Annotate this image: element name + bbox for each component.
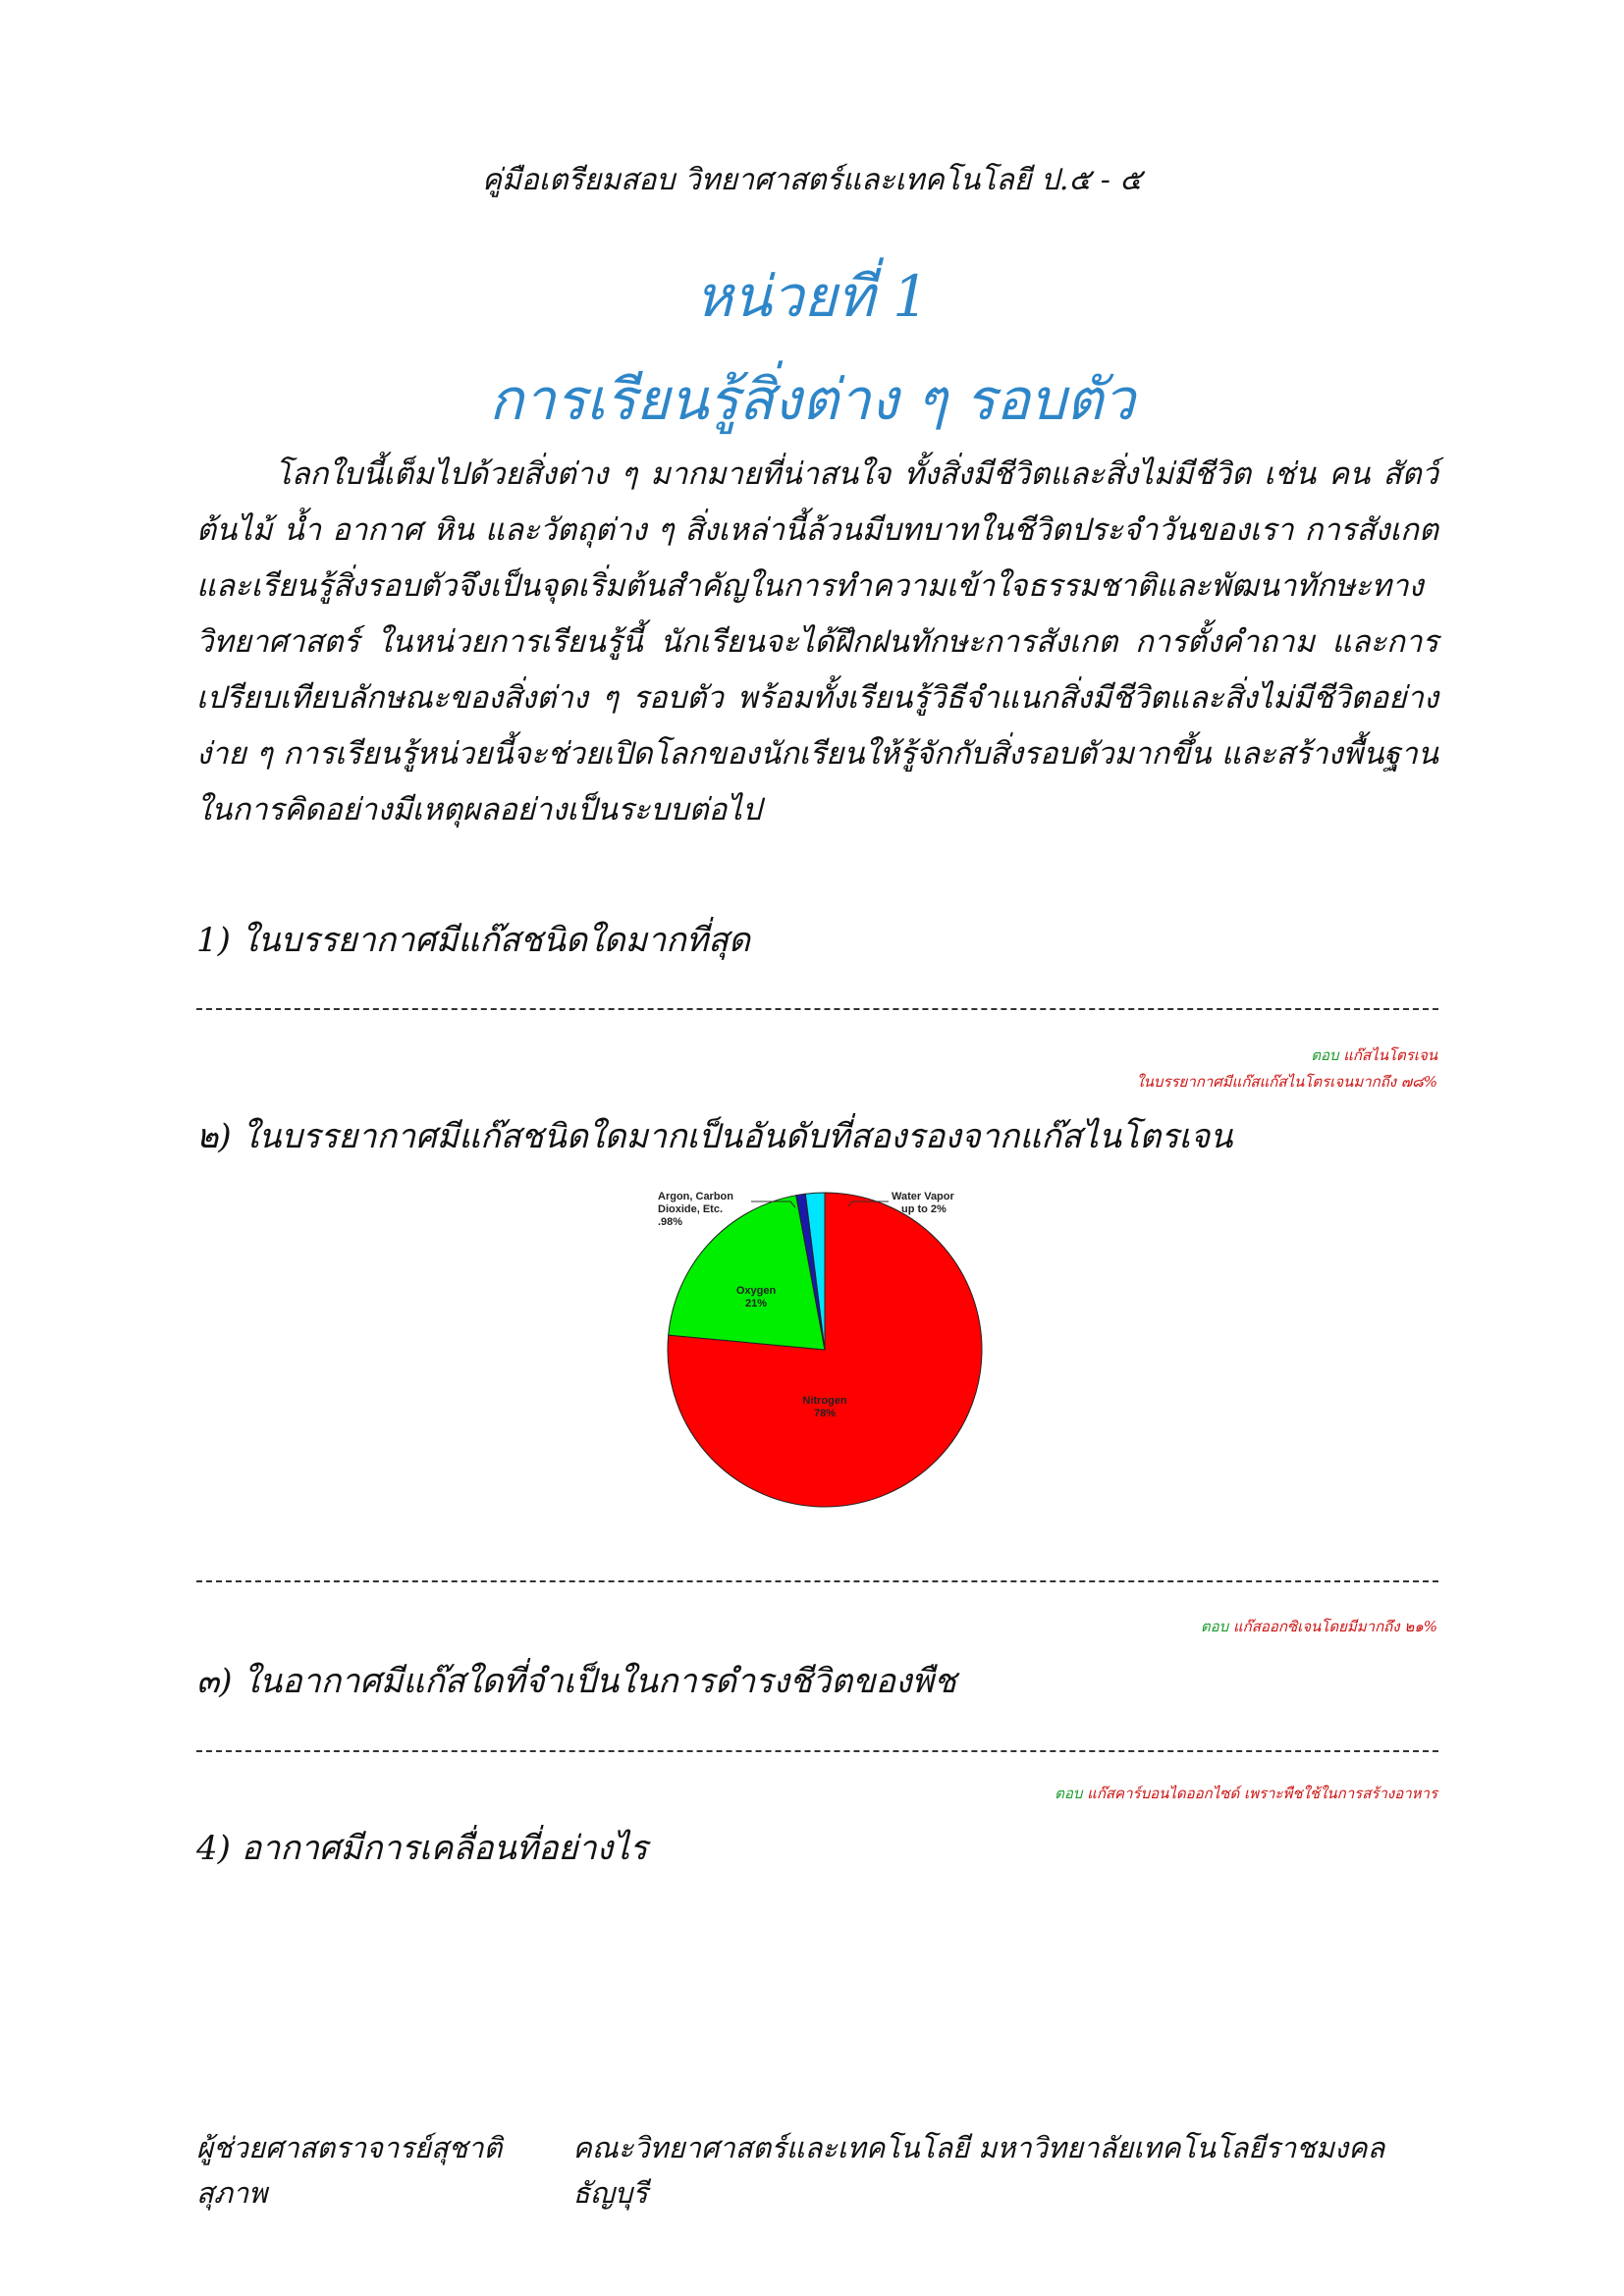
answer-label: ตอบ [1055,1785,1083,1802]
question-3: ๓) ในอากาศมีแก๊สใดที่จำเป็นในการดำรงชีวิตของพืช [196,1662,956,1701]
slice-label-argon-1: Argon, Carbon [658,1191,733,1202]
footer-institution: คณะวิทยาศาสตร์และเทคโนโลยี มหาวิทยาลัยเทคโนโลยีราชมงคลธัญบุรี [572,2131,1385,2210]
answer-2 [1201,1615,1437,1638]
atmosphere-pie-chart [628,1188,1021,1512]
slice-label-nitrogen: Nitrogen [802,1395,847,1407]
unit-title: หน่วยที่ 1 [694,263,929,330]
page-header: คู่มือเตรียมสอบ วิทยาศาสตร์และเทคโนโลยี ป.๕ - ๕ [481,163,1143,197]
slice-pct-nitrogen: 78% [813,1408,837,1419]
intro-paragraph: โลกใบนี้เต็มไปด้วยสิ่งต่าง ๆ มากมายที่น่าสนใจ ทั้งสิ่งมีชีวิตและสิ่งไม่มีชีวิต เช่น คน สัตว์ ต้นไม้ น้ำ อากาศ หิน และวัตถุต่าง ๆ สิ่งเหล่านี้ล้วนมีบทบาทในชีวิตประจำวันของเรา การสังเกตและเรียนรู้สิ่งรอบตัวจึงเป็นจุดเริ่มต้นสำคัญในการทำความเข้าใจธรรมชาติและพัฒนาทักษะทางวิทยาศาสตร์ ในหน่วยการเรียนรู้นี้ นักเรียนจะได้ฝึกฝนทักษะการสังเกต การตั้งคำถาม และการเปรียบเทียบลักษณะของสิ่งต่าง ๆ รอบตัว พร้อมทั้งเรียนรู้วิธีจำแนกสิ่งมีชีวิตและสิ่งไม่มีชีวิตอย่างง่าย ๆ การเรียนรู้หน่วยนี้จะช่วยเปิดโลกของนักเรียนให้รู้จักกับสิ่งรอบตัวมากขึ้น และสร้างพื้นฐานในการคิดอย่างมีเหตุผลอย่างเป็นระบบต่อไป [196,456,1438,828]
question-1: 1) ในบรรยากาศมีแก๊สชนิดใดมากที่สุด [196,921,751,960]
answer-line-2 [196,1580,1438,1582]
slice-label-water-2: up to 2% [901,1203,947,1215]
answer-3 [1055,1782,1437,1805]
answer-label: ตอบ [1200,1618,1229,1635]
answer-text: แก๊สออกซิเจนโดยมีมากถึง ๒๑% [1232,1618,1437,1635]
footer-author: ผู้ช่วยศาสตราจารย์สุชาติ สุภาพ [196,2131,503,2210]
slice-label-argon-3: .98% [658,1216,683,1228]
slice-pct-oxygen: 21% [744,1298,768,1309]
slice-label-argon-2: Dioxide, Etc. [658,1203,724,1215]
question-4: 4) อากาศมีการเคลื่อนที่อย่างไร [196,1829,648,1868]
answer-text: แก๊สคาร์บอนไดออกไซด์ เพราะพืชใช้ในการสร้างอาหาร [1087,1785,1437,1802]
page-footer [196,2125,1438,2216]
slice-label-water-1: Water Vapor [892,1191,954,1202]
slice-label-oxygen: Oxygen [735,1285,777,1297]
answer-text: แก๊สไนโตรเจน [1343,1046,1437,1064]
unit-subtitle: การเรียนรู้สิ่งต่าง ๆ รอบตัว [489,366,1135,433]
answer-1 [1311,1043,1437,1067]
answer-line-1 [196,1008,1438,1010]
answer-line-3 [196,1750,1438,1752]
answer-1-note: ในบรรยากาศมีแก๊สแก๊สไนโตรเจนมากถึง ๗๘% [1136,1073,1437,1091]
question-2: ๒) ในบรรยากาศมีแก๊สชนิดใดมากเป็นอันดับที่สองรองจากแก๊สไนโตรเจน [196,1117,1233,1156]
answer-label: ตอบ [1311,1046,1339,1064]
